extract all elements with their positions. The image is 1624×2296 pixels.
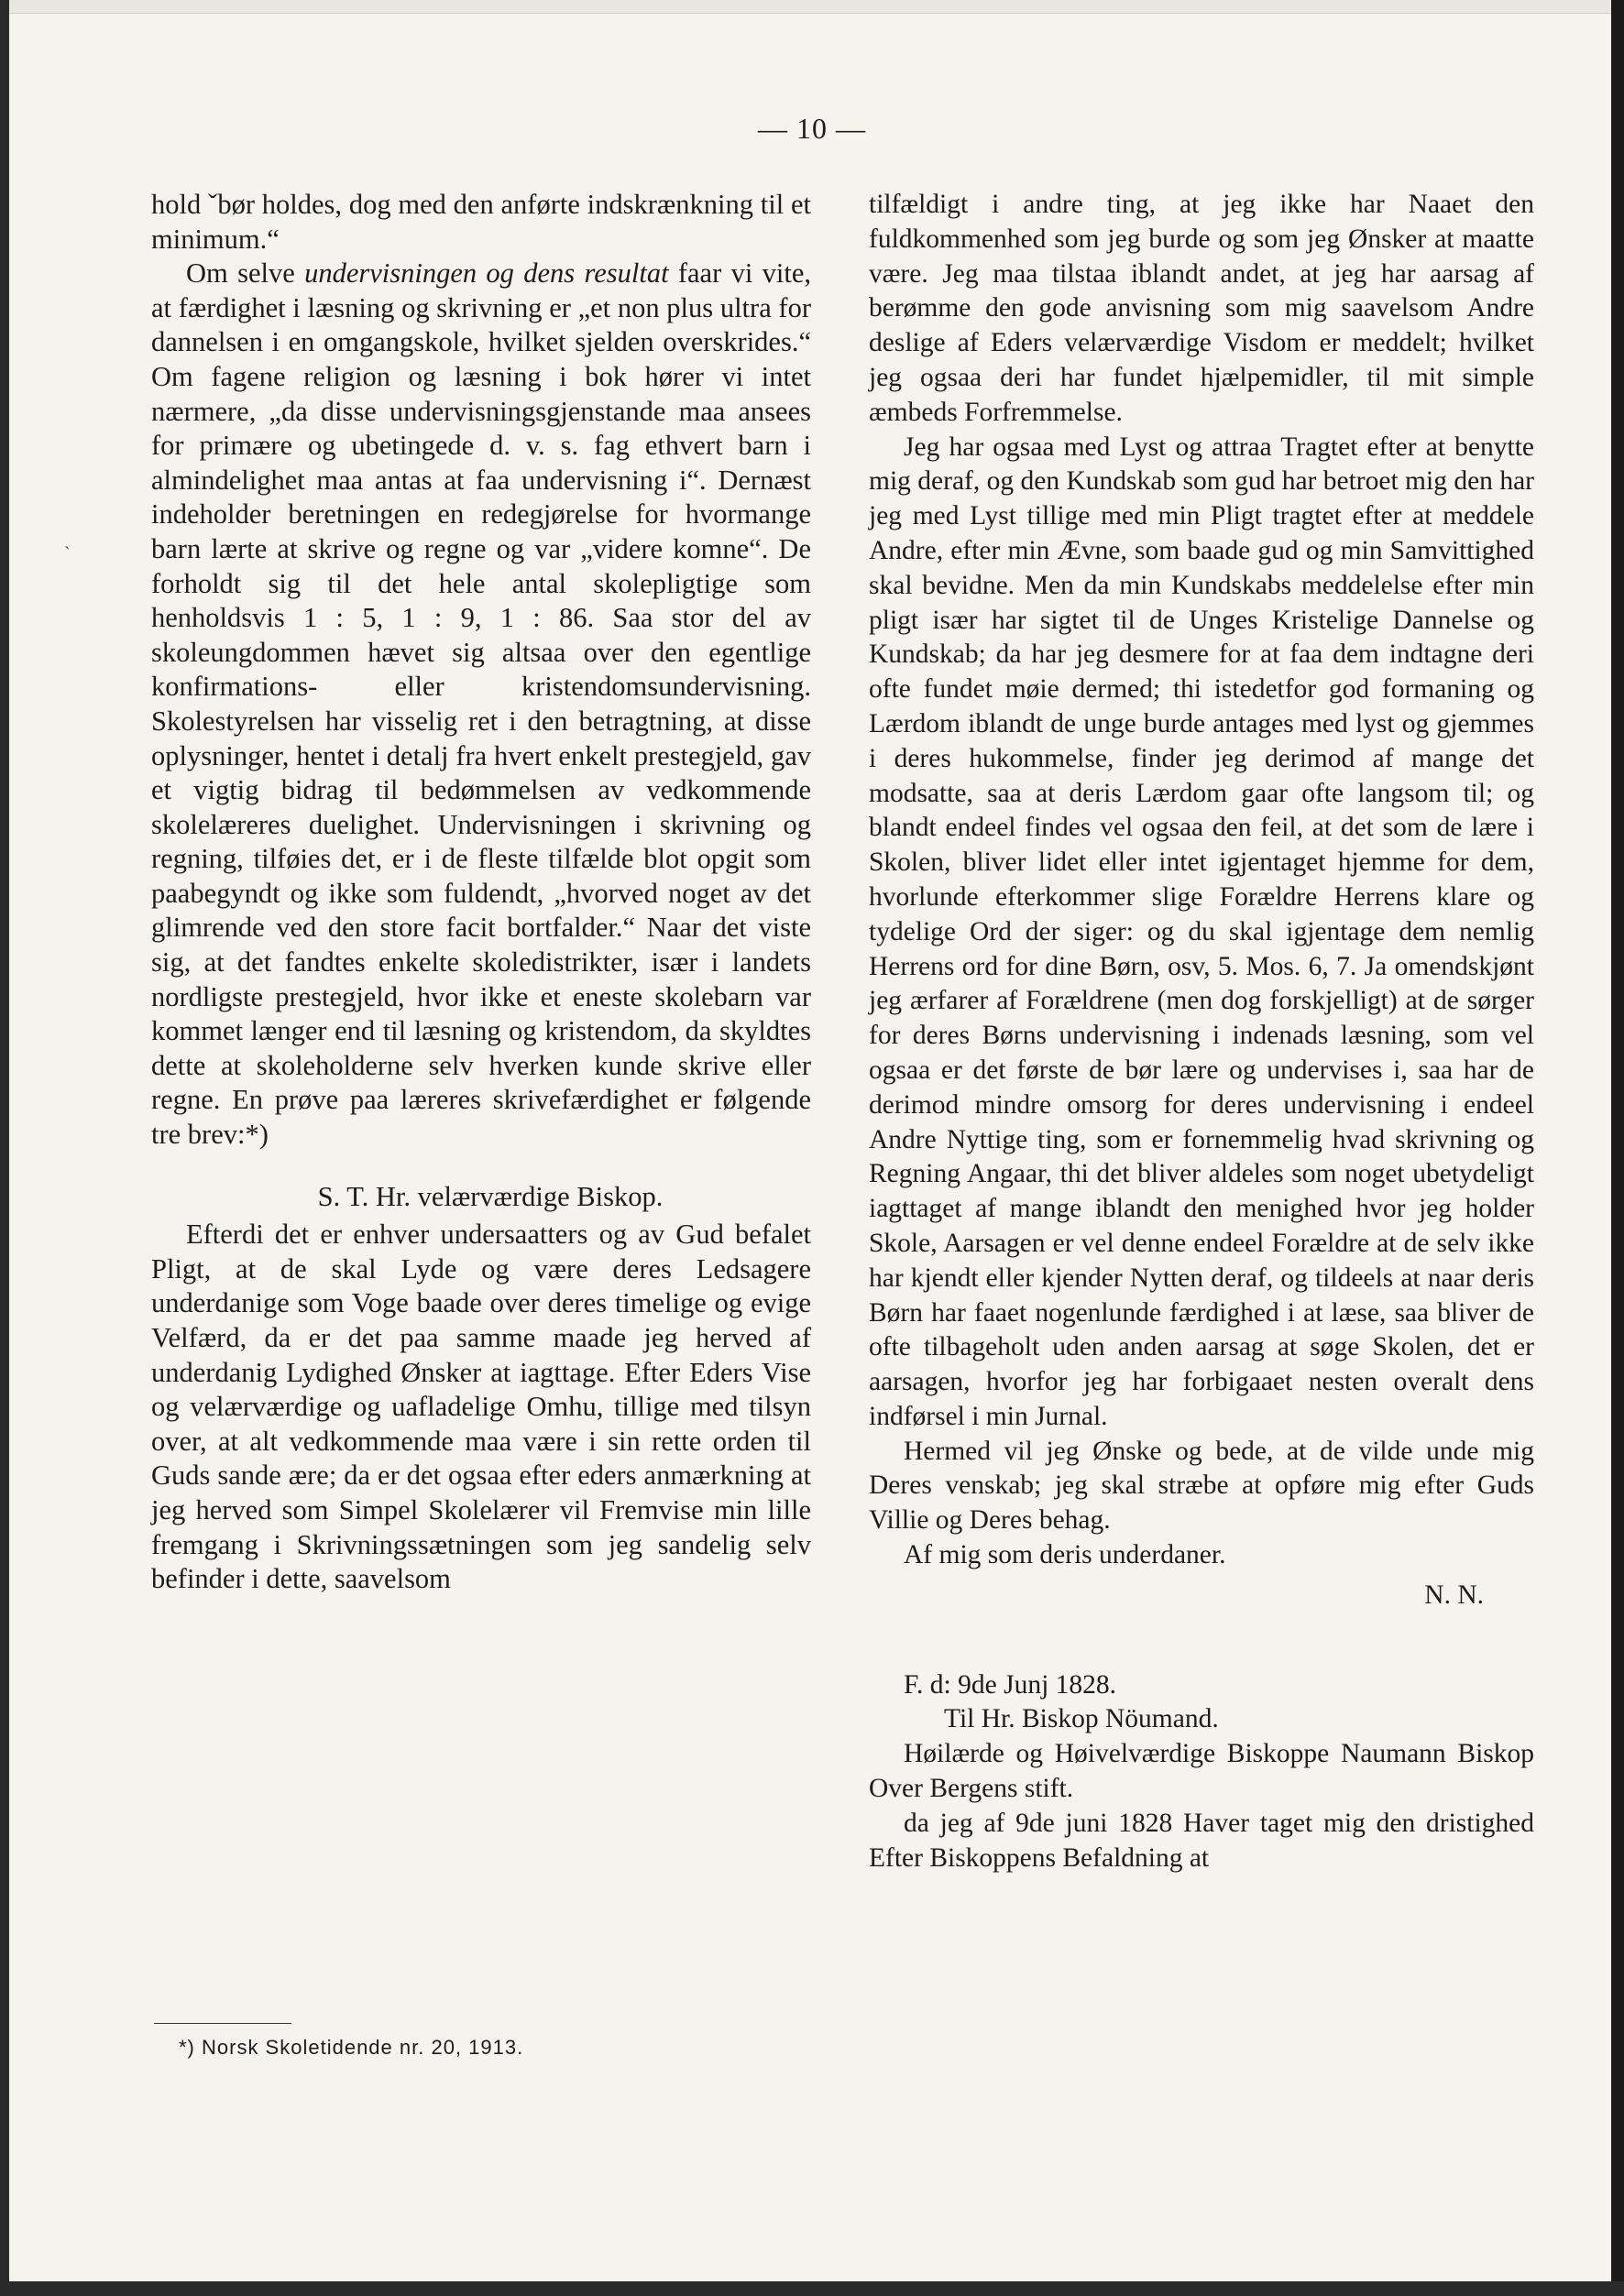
page-number: — 10 — xyxy=(758,112,866,145)
letter-paragraph: Hermed vil jeg Ønske og bede, at de vilde unde mig Deres venskab; jeg skal stræbe at opføre mig efter Guds Villie og Deres behag. xyxy=(869,1436,1534,1536)
left-column xyxy=(151,188,811,1597)
letter-paragraph: Efterdi det er enhver undersaatters og av Gud befalet Pligt, at de skal Lyde og være deres Ledsagere underdanige som Voge baade over deres timelige og evige Velfærd, da er det paa samme maade jeg herved af underdanig Lydighed Ønsker at iagttage. Efter Eders Vise og velærværdige og uafladelige Omhu, tillige med tilsyn over, at alt vedkommende maa være i sin rette orden til Guds sande ære; da er det ogsaa efter eders anmærkning at jeg herved som Simpel Skolelærer vil Fremvise min lille fremgang i Skrivningssætningen som jeg sandelig selv befinder i dette, saavelsom xyxy=(151,1219,811,1595)
text-run: Om selve xyxy=(186,257,305,290)
letter-closing: Af mig som deris underdaner. xyxy=(904,1540,1226,1570)
letter-recipient: Til Hr. Biskop Nöumand. xyxy=(944,1704,1219,1734)
right-column xyxy=(869,188,1534,1875)
scan-left-edge xyxy=(0,0,9,2296)
letter-paragraph: tilfældigt i andre ting, at jeg ikke har Naaet den fuldkommenhed som jeg burde og som jeg Ønsker at maatte være. Jeg maa tilstaa iblandt andet, at jeg har aarsag af berømme den gode anvisning som mig saavelsom Andre deslige af Eders velærværdige Visdom er meddelt; hvilket jeg ogsaa deri har fundet hjælpemidler, til mit simple æmbeds Forfremmelse. xyxy=(869,190,1534,427)
paragraph: hold ˇbør holdes, dog med den anførte indskrænkning til et minimum.“ xyxy=(151,189,811,255)
footnote: *) Norsk Skoletidende nr. 20, 1913. xyxy=(179,2036,524,2059)
scan-right-edge xyxy=(1611,0,1624,2296)
letter-date: F. d: 9de Junj 1828. xyxy=(904,1669,1117,1700)
scan-speck: ˎ xyxy=(64,530,71,550)
text-run: faar vi vite, at færdighet i læsning og skrivning er „et non plus ultra for dannelsen i en omgangskole, hvilket sjelden overskrides.“ Om fagene religion og læsning i bok hører vi intet nærmere, „da disse undervisningsgjenstande maa ansees for primære og ubetingede d. v. s. fag ethvert barn i almindelighet maa antas at faa undervisning i“. Dernæst indeholder beretningen en redegjørelse for hvormange barn lærte at skrive og regne og var „videre komne“. De forholdt sig til det hele antal skolepligtige som henholdsvis 1 : 5, 1 : 9, 1 : 86. Saa stor del av skoleungdommen hævet sig altsaa over den egentlige konfirmations- eller kristendomsundervisning. Skolestyrelsen har visselig ret i den betragtning, at disse oplysninger, hentet i detalj fra hvert enkelt prestegjeld, gav et vigtig bidrag til bedømmelsen av vedkommende skolelæreres duelighet. Undervisningen i skrivning og regning, tilføies det, er i de fleste tilfælde blot opgit som paabegyndt og ikke som fuldendt, „hvorved noget av det glimrende ved den store facit bortfalder.“ Naar det viste sig, at det fandtes enkelte skoledistrikter, især i landets nordligste prestegjeld, hvor ikke et eneste skolebarn var kommet længer end til læsning og kristendom, da skyldtes dette at skoleholderne selv hverken kunde skrive eller regne. En prøve paa læreres skrivefærdighet er følgende tre brev:*) xyxy=(151,257,811,1151)
scan-top-edge xyxy=(0,0,1624,14)
letter-paragraph: da jeg af 9de juni 1828 Haver taget mig den dristighed Efter Biskoppens Befaldning at xyxy=(869,1808,1534,1873)
letter-paragraph: Jeg har ogsaa med Lyst og attraa Tragtet efter at benytte mig deraf, og den Kundskab som gud har betroet mig den har jeg med Lyst tillige med min Pligt tragtet efter at meddele Andre, efter min Ævne, som baade gud og min Samvittighed skal bevidne. Men da min Kundskabs meddelelse efter min pligt især har sigtet til de Unges Kristelige Dannelse og Kundskab; da har jeg desmere for at faa dem indtagne deri ofte fundet møie dermed; thi istedetfor god formaning og Lærdom iblandt de unge burde antages med lyst og gjemmes i deres hukommelse, finder jeg derimod af mange det modsatte, saa at deris Lærdom gaar ofte langsom til; og blandt endeel findes vel ogsaa den feil, at det som de lære i Skolen, bliver lidet eller intet igjentaget hjemme for dem, hvorlunde efterkommer slige Forældre Herrens klare og tydelige Ord der siger: og du skal igjentage dem nemlig Herrens ord for dine Børn, osv, 5. Mos. 6, 7. Ja omendskjønt jeg ærfarer af Forældrene (men dog forskjelligt) at de sørger for deres Børns undervisning i indenads læsning, som vel ogsaa er det første de bør lære og undervises i, saa har de derimod mindre omsorg for deres undervisning i endeel Andre Nyttige ting, som er fornemmelig hvad skrivning og Regning Angaar, thi det bliver aldeles som noget ubetydeligt iagttaget af mange iblandt den menighed hvor jeg holder Skole, Aarsagen er vel denne endeel Forældre at de selv ikke har kjendt eller kjender Nytten deraf, og tildeels at naar deris Børn har faaet nogenlunde færdighed i at læse, saa bliver de ofte tilbageholt uden anden aarsag at søge Skolen, det er aarsagen, hvorfor jeg har forbigaaet nesten overalt dens indførsel i min Jurnal. xyxy=(869,432,1534,1431)
letter-salutation: Høilærde og Høivelværdige Biskoppe Naumann Biskop Over Bergens stift. xyxy=(869,1739,1534,1804)
scan-bottom-edge xyxy=(0,2281,1624,2296)
letter-heading: S. T. Hr. velærværdige Biskop. xyxy=(317,1180,664,1212)
footnote-divider xyxy=(154,2023,291,2024)
italic-emphasis: undervisningen og dens resultat xyxy=(304,257,669,290)
signature: N. N. xyxy=(1424,1580,1484,1610)
paragraph xyxy=(151,257,811,1152)
